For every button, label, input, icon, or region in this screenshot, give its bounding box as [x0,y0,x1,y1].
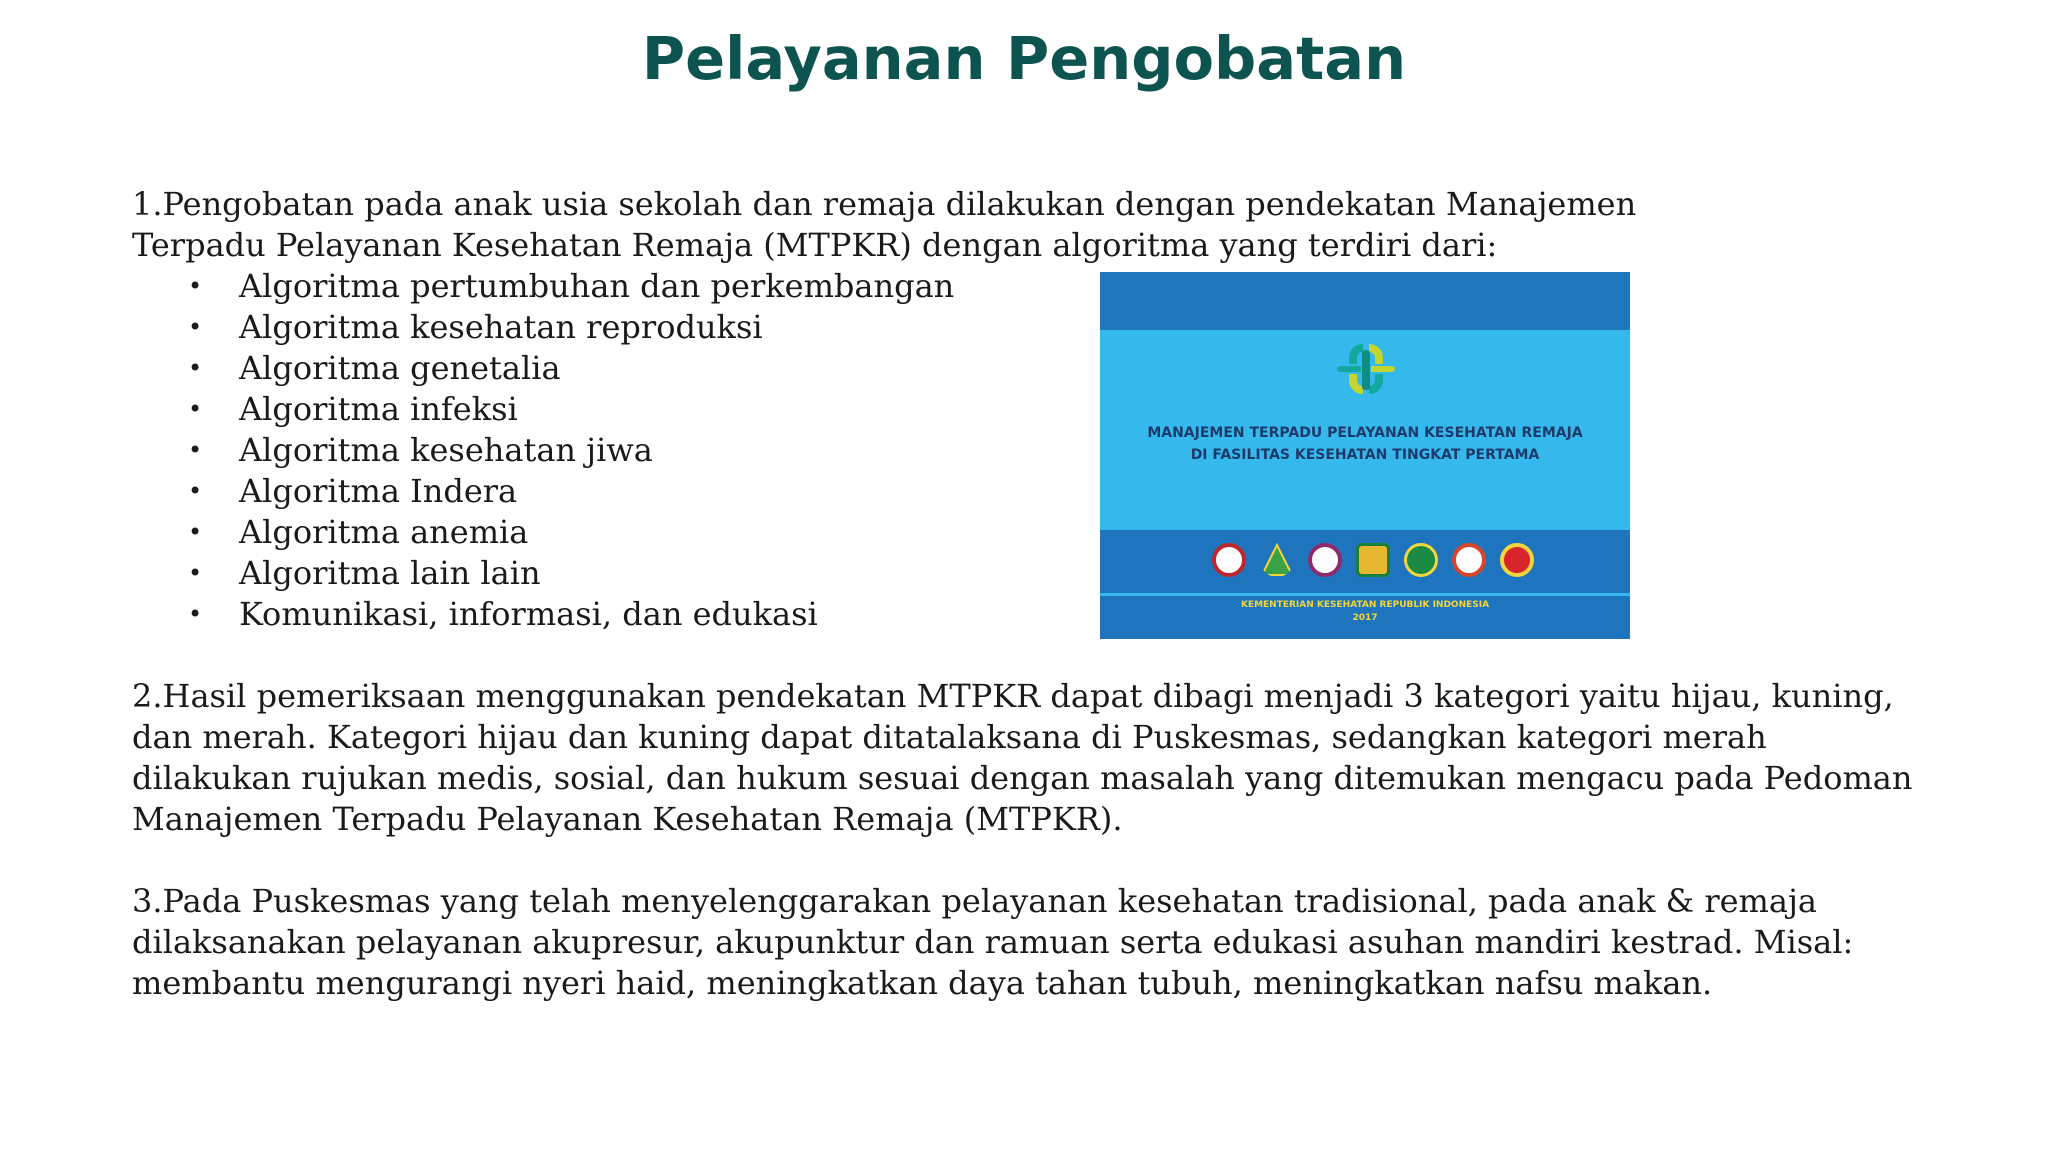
bullet-icon: • [188,272,203,300]
cover-divider [1100,593,1630,596]
slide-title: Pelayanan Pengobatan [641,24,1407,93]
emblem-3-icon [1308,543,1342,577]
cover-top-band [1100,272,1630,330]
kemenkes-logo-icon [1335,338,1397,400]
point-3: 3.Pada Puskesmas yang telah menyelenggarakan pelayanan kesehatan tradisional, pada anak & remaja dilaksanakan pelayanan akupresur, akupunktur dan ramuan serta edukasi asuhan mandiri kestrad. Misal: membantu mengurangi nyeri haid, meningkatkan daya tahan tubuh, meningkatkan nafsu makan. [132,882,1854,1002]
algorithm-list [132,266,1972,635]
list-item: • Komunikasi, informasi, dan edukasi [188,595,818,633]
spacer [132,840,1972,881]
list-item: • Algoritma Indera [188,472,518,510]
bullet-icon: • [188,559,203,587]
cover-ministry: KEMENTERIAN KESEHATAN REPUBLIK INDONESIA 2017 [1240,600,1490,623]
bullet-icon: • [188,313,203,341]
cover-emblems [1212,543,1532,583]
emblem-6-icon [1452,543,1486,577]
bullet-icon: • [188,354,203,382]
spacer [132,635,1972,676]
list-item: • Algoritma kesehatan reproduksi [188,308,763,346]
list-item: • Algoritma lain lain [188,554,541,592]
emblem-4-icon [1356,543,1390,577]
point-1-intro: 1.Pengobatan pada anak usia sekolah dan remaja dilakukan dengan pendekatan Manajemen Terpadu Pelayanan Kesehatan Remaja (MTPKR) dengan algoritma yang terdiri dari: [132,185,1637,264]
slide-body [132,184,1972,1004]
bullet-icon: • [188,477,203,505]
list-item: • Algoritma infeksi [188,390,518,428]
emblem-5-icon [1404,543,1438,577]
emblem-7-icon [1500,543,1534,577]
list-item: • Algoritma genetalia [188,349,561,387]
bullet-icon: • [188,436,203,464]
list-item: • Algoritma pertumbuhan dan perkembangan [188,267,955,305]
emblem-2-icon [1260,543,1294,577]
bullet-icon: • [188,518,203,546]
bullet-icon: • [188,600,203,628]
cover-title: MANAJEMEN TERPADU PELAYANAN KESEHATAN REMAJA DI FASILITAS KESEHATAN TINGKAT PERTAMA [1147,425,1583,463]
point-2: 2.Hasil pemeriksaan menggunakan pendekatan MTPKR dapat dibagi menjadi 3 kategori yaitu hijau, kuning, dan merah. Kategori hijau dan kuning dapat ditatalaksana di Puskesmas, sedangkan kategori merah dilakukan rujukan medis, sosial, dan hukum sesuai dengan masalah yang ditemukan mengacu pada Pedoman Manajemen Terpadu Pelayanan Kesehatan Remaja (MTPKR). [132,677,1913,838]
idai-emblem-icon [1212,543,1246,577]
list-item: • Algoritma kesehatan jiwa [188,431,653,469]
list-item: • Algoritma anemia [188,513,529,551]
mtpkr-cover-image [1100,272,1630,639]
bullet-icon: • [188,395,203,423]
